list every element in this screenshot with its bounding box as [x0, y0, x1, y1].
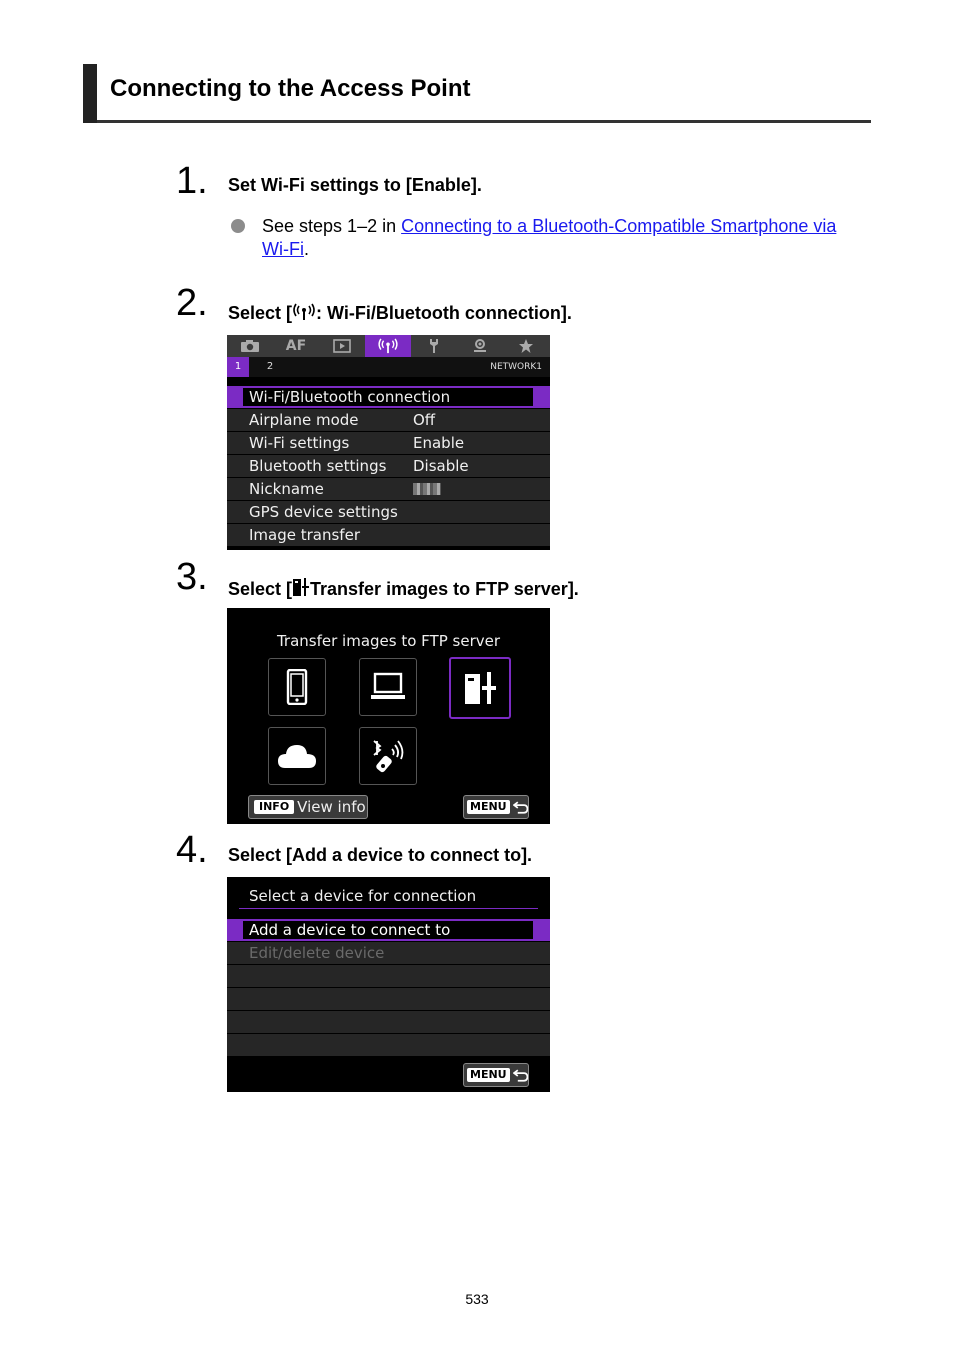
tab-camera[interactable]	[227, 335, 273, 357]
edit-delete-device-row	[227, 941, 550, 964]
bluetooth-smartphone-link[interactable]: Connecting to a Bluetooth-Compatible Smartphone via Wi-Fi	[262, 216, 837, 259]
step-2-text	[228, 303, 572, 324]
menu-back-button[interactable]	[463, 1063, 529, 1087]
step-1-text: Set Wi-Fi settings to [Enable].	[228, 175, 482, 195]
ftp-server-tile[interactable]	[449, 657, 511, 719]
tab-wireless[interactable]	[365, 335, 411, 357]
section-heading	[83, 64, 871, 123]
empty-row	[227, 1033, 550, 1056]
empty-row	[227, 987, 550, 1010]
info-chip: INFO	[254, 800, 294, 814]
menu-row-label: GPS device settings	[249, 503, 398, 521]
step-2-prefix: Select [	[228, 303, 293, 323]
cloud-tile[interactable]	[268, 727, 326, 785]
screen-header: Select a device for connection	[249, 887, 477, 905]
page-2[interactable]: 2	[266, 361, 274, 372]
wireless-icon	[377, 338, 399, 354]
menu-row-label: Nickname	[249, 480, 324, 498]
menu-row-gps[interactable]	[227, 500, 550, 523]
tab-af[interactable]: AF	[285, 338, 307, 354]
screen-title: Transfer images to FTP server	[276, 632, 501, 650]
row-label: Edit/delete device	[249, 944, 385, 962]
camera-icon	[240, 339, 260, 353]
header-divider	[239, 908, 538, 909]
menu-row-value: Off	[413, 411, 436, 429]
empty-row	[227, 1010, 550, 1033]
bullet-prefix: See steps 1–2 in	[262, 216, 402, 236]
step-2-suffix: : Wi-Fi/Bluetooth connection].	[316, 303, 572, 323]
tab-playback[interactable]	[319, 335, 365, 357]
menu-row-label: Wi-Fi settings	[249, 434, 350, 452]
empty-row	[227, 964, 550, 987]
step-3-text	[228, 577, 579, 600]
heading-bar	[83, 64, 97, 123]
menu-row-bluetooth-settings[interactable]	[227, 454, 550, 477]
page-1[interactable]: 1	[227, 357, 249, 377]
menu-row-label: Airplane mode	[249, 411, 359, 429]
remote-tile[interactable]	[359, 727, 417, 785]
menu-row-airplane[interactable]	[227, 408, 550, 431]
step-3-prefix: Select [	[228, 579, 293, 599]
back-arrow-icon	[513, 800, 528, 814]
menu-row-label: Image transfer	[249, 526, 360, 544]
network-menu-screen	[227, 335, 550, 550]
page-number: 533	[465, 1291, 489, 1307]
laptop-icon	[370, 672, 406, 702]
wireless-icon	[292, 303, 316, 321]
bluetooth-remote-icon	[370, 738, 406, 774]
tab-setup[interactable]	[411, 335, 457, 357]
add-device-row[interactable]	[227, 918, 550, 941]
page-indicator-bar	[227, 357, 550, 377]
step-4-text: Select [Add a device to connect to].	[228, 845, 533, 865]
step-1-number: 1.	[176, 160, 208, 202]
menu-row-nickname[interactable]	[227, 477, 550, 500]
smartphone-tile[interactable]	[268, 658, 326, 716]
smartphone-icon	[285, 669, 309, 705]
step-3-number: 3.	[176, 556, 208, 598]
step-4-number: 4.	[176, 829, 208, 871]
select-device-screen	[227, 877, 550, 1092]
menu-row-wifi-bluetooth[interactable]	[227, 385, 550, 408]
computer-tile[interactable]	[359, 658, 417, 716]
menu-chip: MENU	[467, 1068, 510, 1082]
bullet-text	[262, 215, 862, 261]
menu-row-label: Wi-Fi/Bluetooth connection	[249, 388, 451, 406]
tab-my-menu[interactable]	[503, 335, 549, 357]
menu-row-image-transfer[interactable]	[227, 523, 550, 546]
bullet-suffix: .	[303, 239, 309, 259]
transfer-ftp-screen	[227, 608, 550, 824]
bullet-dot	[231, 219, 245, 233]
ftp-server-icon	[292, 577, 310, 597]
page-label: NETWORK1	[490, 362, 542, 372]
nickname-pixelated-value	[413, 483, 441, 495]
step-2-number: 2.	[176, 282, 208, 324]
playback-icon	[333, 339, 351, 353]
menu-row-wifi-settings[interactable]	[227, 431, 550, 454]
menu-back-button[interactable]	[463, 795, 529, 819]
star-icon	[518, 338, 534, 354]
menu-tab-bar	[227, 335, 550, 357]
menu-row-value: Enable	[413, 434, 465, 452]
section-title: Connecting to the Access Point	[110, 75, 471, 102]
menu-row-label: Bluetooth settings	[249, 457, 387, 475]
step-3-suffix: Transfer images to FTP server].	[310, 579, 579, 599]
back-arrow-icon	[513, 1068, 528, 1082]
cloud-icon	[277, 742, 317, 770]
row-label: Add a device to connect to	[249, 921, 451, 939]
custom-icon	[472, 338, 488, 354]
ftp-server-icon	[463, 670, 497, 706]
view-info-button[interactable]	[248, 795, 368, 819]
menu-row-value: Disable	[413, 457, 469, 475]
tab-custom[interactable]	[457, 335, 503, 357]
view-info-label: View info	[297, 798, 366, 816]
menu-chip: MENU	[467, 800, 510, 814]
wrench-icon	[427, 338, 441, 354]
